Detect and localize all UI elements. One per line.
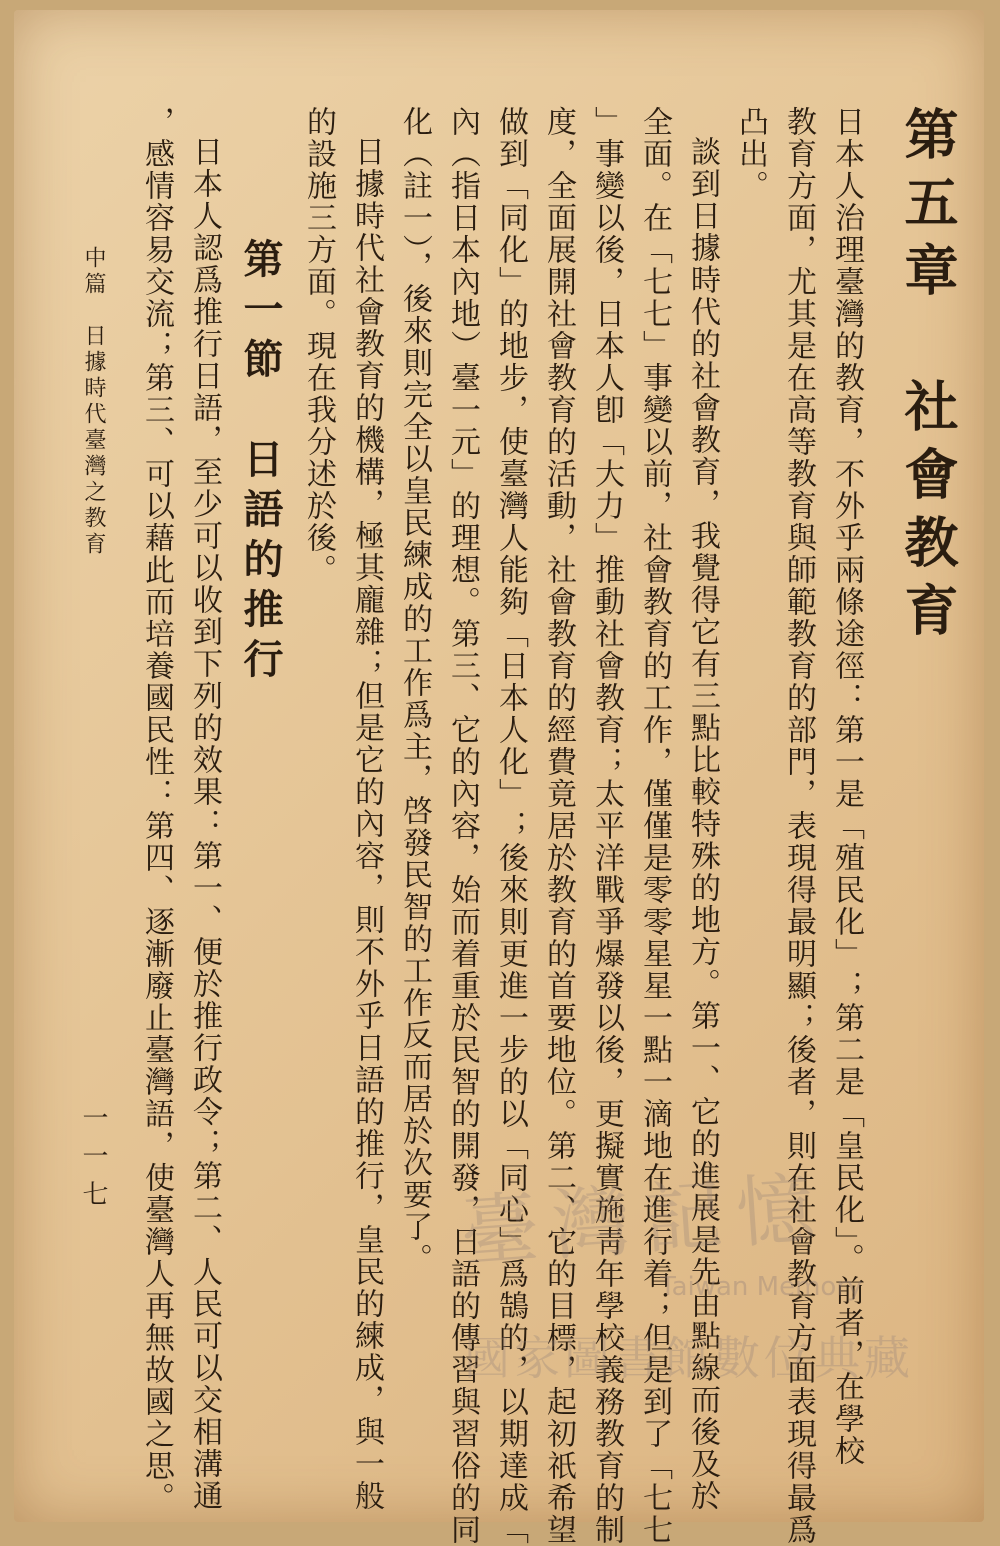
watermark-institution: 國家圖書館數位典藏 — [464, 1331, 914, 1385]
text-column: 的設施三方面。現在我分述於後。 — [301, 106, 336, 586]
text-column: 度，全面展開社會教育的活動，社會教育的經費竟居於教育的首要地位。第二、它的目標，起初祇希望 — [541, 106, 576, 1546]
text-column: 做到「同化」的地步，使臺灣人能夠「日本人化」；後來則更進一步的以「同心」爲鵠的，以期達成「 — [493, 106, 528, 1546]
text-column: 教育方面，尤其是在高等教育與師範教育的部門，表現得最明顯；後者，則在社會教育方面表現得最爲 — [781, 106, 816, 1546]
text-column: 談到日據時代的社會教育，我覺得它有三點比較特殊的地方。第一、它的進展是先由點線而後及於 — [685, 136, 720, 1512]
text-column: 日本人治理臺灣的教育，不外乎兩條途徑：第一是「殖民化」；第二是「皇民化」。前者，在學校 — [829, 106, 864, 1467]
text-column: 內（指日本內地）臺一元」的理想。第三、它的內容，始而着重於民智的開發，日語的傳習與習俗的同 — [445, 106, 480, 1546]
book-page — [14, 10, 984, 1546]
text-column: ，感情容易交流；第三、可以藉此而培養國民性：第四、逐漸廢止臺灣語，使臺灣人再無故國之思。 — [139, 106, 174, 1514]
text-column: 」事變以後，日本人卽「大力」推動社會教育；太平洋戰爭爆發以後，更擬實施靑年學校義務教育的制 — [589, 106, 624, 1546]
chapter-title: 第五章 社會教育 — [896, 106, 959, 650]
text-column: 凸出。 — [733, 106, 768, 202]
text-column: 全面。在「七七」事變以前，社會教育的工作，僅僅是零零星星一點一滴地在進行着；但是到了「七七 — [637, 106, 672, 1546]
text-column: 化（註一），後來則完全以皇民練成的工作爲主，啓發民智的工作反而居於次要了。 — [397, 106, 432, 1275]
text-column: 日本人認爲推行日語，至少可以收到下列的效果：第一、便於推行政令；第二、人民可以交相溝通 — [187, 136, 222, 1512]
running-head: 中篇 日據時代臺灣之教育 — [81, 246, 106, 558]
section-title: 第一節 日語的推行 — [237, 238, 283, 688]
page-number: 一一七 — [78, 1104, 108, 1218]
watermark-english: Taiwan Memory — [660, 1272, 863, 1302]
text-column: 日據時代社會教育的機構，極其龐雜；但是它的內容，則不外乎日語的推行，皇民的練成，與一般 — [349, 136, 384, 1512]
watermark-calligraphy: 臺灣記憶 — [457, 1163, 832, 1279]
